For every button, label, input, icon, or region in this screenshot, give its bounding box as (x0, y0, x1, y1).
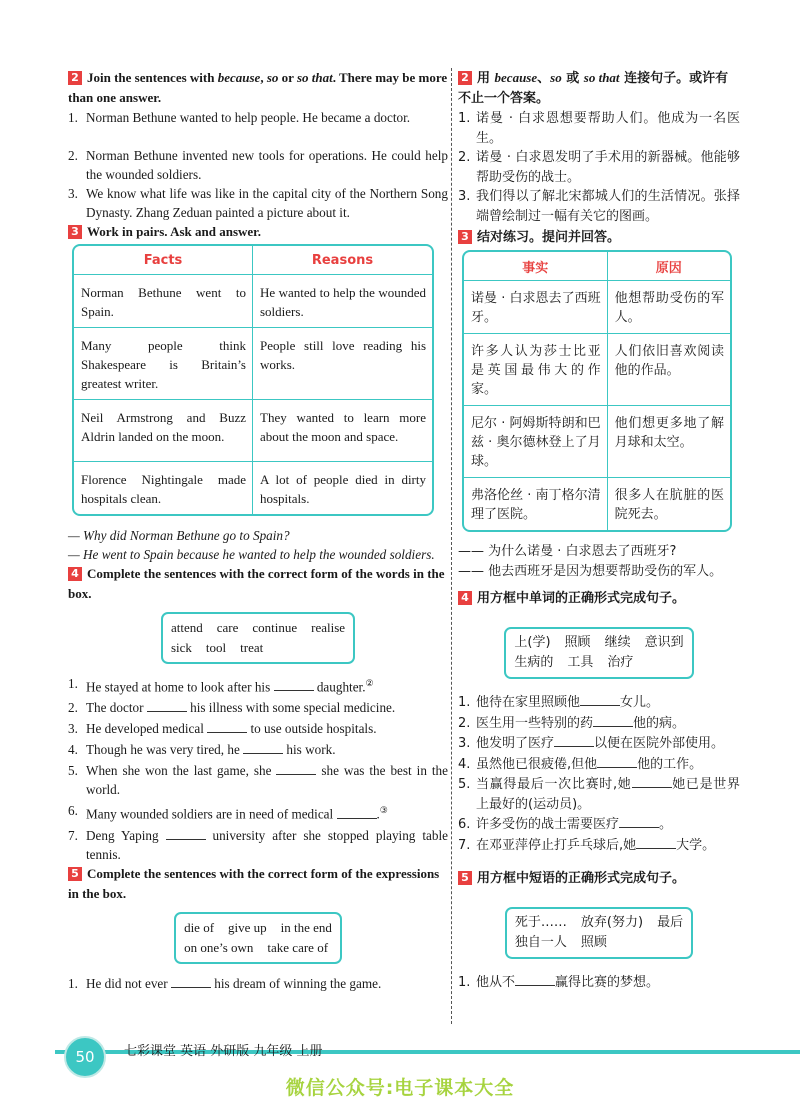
table-row: 诺曼 · 白求恩去了西班牙。 他想帮助受伤的军人。 (464, 281, 730, 334)
answer-blank[interactable] (597, 756, 637, 768)
answer-blank[interactable] (636, 837, 676, 849)
section-3-heading: 3 Work in pairs. Ask and answer. (68, 222, 448, 242)
table-row: Many people think Shakespeare is Britain’s greatest writer. People still love reading his works. (74, 328, 432, 400)
word-box-cn: 上(学) 照顾 继续 意识到 生病的 工具 治疗 (504, 627, 693, 679)
table-row: 许多人认为莎士比亚是英国最伟大的作家。 人们依旧喜欢阅读他的作品。 (464, 334, 730, 406)
exercise-item: 2. 诺曼 · 白求恩发明了手术用的新器械。他能够帮助受伤的战士。 (458, 150, 740, 185)
section-5-heading-cn: 5 用方框中短语的正确形式完成句子。 (458, 869, 740, 889)
section-number-badge: 2 (68, 71, 82, 85)
exercise-item: 4. Though he was very tired, he his work. (68, 742, 336, 758)
column-divider (451, 68, 452, 1024)
answer-blank[interactable] (632, 776, 672, 788)
section-2-heading-cn: 2 用 because、so 或 so that 连接句子。或许有不止一个答案。 (458, 70, 729, 106)
facts-reasons-table (72, 244, 434, 516)
table-row: 尼尔 · 阿姆斯特朗和巴兹 · 奥尔德林登上了月球。 他们想更多地了解月球和太空。 (464, 406, 730, 478)
section-number-badge: 4 (68, 567, 82, 581)
table-header: 事实 (464, 252, 608, 281)
answer-blank[interactable] (243, 742, 283, 754)
exercise-item: 3. 我们得以了解北宋都城人们的生活情况。张择端曾绘制过一幅有关它的图画。 (458, 189, 740, 224)
exercise-item: 5. When she won the last game, she she was the best in the world. (68, 763, 449, 798)
exercise-item: 1. 诺曼 · 白求恩想要帮助人们。他成为一名医生。 (458, 111, 740, 146)
answer-blank[interactable] (619, 816, 659, 828)
table-header: Facts (74, 246, 253, 275)
book-title: 七彩课堂 英语 外研版 九年级 上册 (124, 1044, 323, 1059)
exercise-item: 3. We know what life was like in the capital city of the Northern Song Dynasty. Zhang Zeduan painted a picture about it. (68, 186, 448, 220)
exercise-item: 2. Norman Bethune invented new tools for operations. He could help the wounded soldiers. (68, 148, 448, 182)
dialog-question-cn: —— 为什么诺曼 · 白求恩去了西班牙? (458, 544, 677, 559)
dialog-answer-cn: —— 他去西班牙是因为想要帮助受伤的军人。 (458, 563, 723, 579)
table-header: Reasons (253, 246, 432, 275)
exercise-item: 5. 当赢得最后一次比赛时,她 她已是世界上最好的(运动员)。 (458, 777, 740, 812)
section-4-heading-cn: 4 用方框中单词的正确形式完成句子。 (458, 589, 740, 609)
page-number: 50 (64, 1036, 106, 1078)
dialog-question: — Why did Norman Bethune go to Spain? (68, 528, 290, 543)
table-row: Neil Armstrong and Buzz Aldrin landed on the moon. They wanted to learn more about the moon and space. (74, 400, 432, 462)
exercise-item: 4. 虽然他已很疲倦,但他 他的工作。 (458, 756, 703, 772)
table-row: 弗洛伦丝 · 南丁格尔清理了医院。 很多人在肮脏的医院死去。 (464, 478, 730, 530)
answer-blank[interactable] (276, 763, 316, 775)
section-number-badge: 5 (68, 867, 82, 881)
answer-blank[interactable] (554, 735, 594, 747)
exercise-item: 6. Many wounded soldiers are in need of medical .③ (68, 803, 388, 822)
section-number-badge: 5 (458, 871, 472, 885)
answer-blank[interactable] (274, 679, 314, 691)
section-2-heading: 2 Join the sentences with because, so or so that. There may be more than one answer. (68, 70, 448, 105)
exercise-item: 1. He did not ever his dream of winning the game. (68, 975, 382, 991)
word-box: attend care continue realise sick tool treat (161, 612, 355, 664)
section-number-badge: 4 (458, 591, 472, 605)
section-number-badge: 3 (68, 225, 82, 239)
answer-blank[interactable] (515, 974, 555, 986)
answer-blank[interactable] (337, 807, 377, 819)
section-5-heading: 5 Complete the sentences with the correct form of the expressions in the box. (68, 865, 440, 901)
exercise-item: 3. He developed medical to use outside hospitals. (68, 721, 377, 737)
answer-blank[interactable] (166, 828, 206, 840)
dialog-answer: — He went to Spain because he wanted to help the wounded soldiers. (68, 547, 435, 562)
exercise-item: 7. Deng Yaping university after she stopped playing table tennis. (68, 827, 449, 862)
table-header: 原因 (608, 252, 730, 281)
exercise-item: 7. 在邓亚萍停止打乒乓球后,她 大学。 (458, 837, 716, 853)
table-row: Norman Bethune went to Spain. He wanted to help the wounded soldiers. (74, 275, 432, 328)
english-column (68, 68, 448, 993)
exercise-item: 1. 他从不 赢得比赛的梦想。 (458, 975, 660, 990)
exercise-item: 6. 许多受伤的战士需要医疗 。 (458, 817, 673, 832)
expression-box: die of give up in the end on one’s own take care of (174, 912, 342, 964)
expression-box-cn: 死于…… 放弃(努力) 最后 独自一人 照顾 (505, 907, 693, 959)
answer-blank[interactable] (207, 721, 247, 733)
answer-blank[interactable] (593, 715, 633, 727)
answer-blank[interactable] (147, 700, 187, 712)
watermark: 微信公众号:电子课本大全 (285, 1077, 515, 1099)
table-row: Florence Nightingale made hospitals clean. A lot of people died in dirty hospitals. (74, 462, 432, 514)
section-number-badge: 3 (458, 230, 472, 244)
answer-blank[interactable] (171, 976, 211, 988)
section-3-heading-cn: 3 结对练习。提问并回答。 (458, 228, 740, 248)
exercise-item: 1. Norman Bethune wanted to help people. He became a doctor. (68, 110, 411, 125)
section-number-badge: 2 (458, 71, 472, 85)
section-4-heading: 4 Complete the sentences with the correct form of the words in the box. (68, 566, 445, 601)
exercise-item: 1. He stayed at home to look after his daughter.② (68, 676, 374, 695)
exercise-item: 2. The doctor his illness with some special medicine. (68, 700, 396, 716)
chinese-column (458, 68, 740, 993)
exercise-item: 2. 医生用一些特别的药 他的病。 (458, 715, 686, 731)
answer-blank[interactable] (580, 694, 620, 706)
exercise-item: 1. 他待在家里照顾他 女儿。 (458, 695, 660, 710)
exercise-item: 3. 他发明了医疗 以便在医院外部使用。 (458, 736, 725, 751)
facts-reasons-table-cn (462, 250, 732, 532)
